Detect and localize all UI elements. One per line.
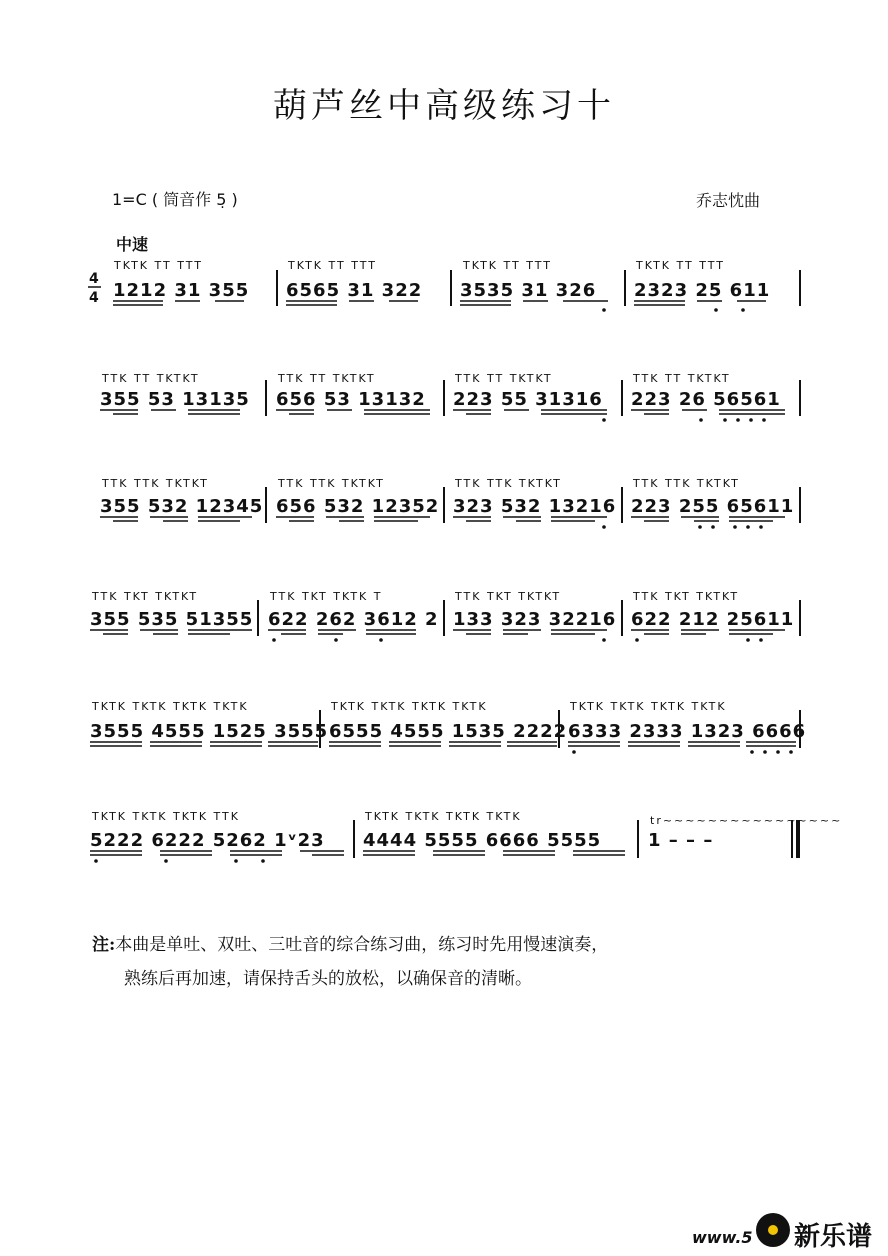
tonguing-marks: TTK TT TKTKT [278, 372, 376, 385]
note-group: 223 55 31316 [453, 389, 603, 410]
tonguing-marks: TKTK TKTK TKTK TTK [92, 810, 240, 823]
time-signature-bottom: 4 [89, 290, 99, 306]
note-line-1: 本曲是单吐、双吐、三吐音的综合练习曲，练习时先用慢速演奏， [115, 935, 609, 955]
tonguing-marks: TKTK TT TTT [463, 259, 553, 272]
time-signature-top: 4 [89, 271, 99, 287]
score-row [90, 700, 806, 754]
note-group: 355 53 13135 [100, 389, 250, 410]
note-group: 1 – – – [648, 830, 714, 851]
note-group: 3535 31 326 [460, 280, 597, 301]
note-group: 5222 6222 5262 1ᵛ23 [90, 830, 325, 851]
note-group: 622 212 25611 [631, 609, 795, 630]
note-group: 622 262 3612 2 [268, 609, 439, 630]
page-title: 葫芦丝中高级练习十 [273, 86, 615, 126]
note-group: 133 323 32216 [453, 609, 617, 630]
tonguing-marks: TTK TKT TKTKT [633, 590, 740, 603]
tonguing-marks: TTK TTK TKTKT [455, 477, 562, 490]
note-group: 3555 4555 1525 3555 [90, 721, 329, 742]
note-group: 656 532 12352 [276, 496, 440, 517]
watermark-name: 新乐谱 [794, 1222, 873, 1252]
note-label: 注: [92, 935, 116, 955]
score-row [90, 590, 800, 642]
tonguing-marks: TKTK TT TTT [636, 259, 726, 272]
note-line-2: 熟练后再加速，请保持舌头的放松，以确保音的清晰。 [124, 969, 532, 989]
tonguing-marks: TTK TT TKTKT [102, 372, 200, 385]
watermark-url: www.5 [692, 1228, 753, 1247]
performance-note [92, 928, 812, 996]
time-signature [88, 271, 101, 306]
score-row [100, 372, 800, 422]
score-row [113, 259, 800, 312]
tonguing-marks: TTK TT TKTKT [633, 372, 731, 385]
note-group: 355 535 51355 [90, 609, 254, 630]
trill-mark: tr~~~~~~~~~~~~~~~~ [650, 814, 843, 827]
score-row [90, 810, 842, 863]
tonguing-marks: TTK TTK TKTKT [278, 477, 385, 490]
tonguing-marks: TKTK TKTK TKTK TKTK [331, 700, 488, 713]
record-logo-icon [756, 1213, 790, 1247]
composer: 乔志忱曲 [696, 191, 761, 210]
tempo-marking: 中速 [116, 235, 149, 254]
tonguing-marks: TTK TKT TKTKT [455, 590, 562, 603]
key-signature: 1=C ( 筒音作 5̣ ) [112, 190, 238, 209]
note-group: 4444 5555 6666 5555 [363, 830, 602, 851]
tonguing-marks: TKTK TKTK TKTK TKTK [92, 700, 249, 713]
tonguing-marks: TKTK TT TTT [114, 259, 204, 272]
note-group: 223 255 65611 [631, 496, 795, 517]
tonguing-marks: TKTK TKTK TKTK TKTK [570, 700, 727, 713]
note-group: 2323 25 611 [634, 280, 771, 301]
tonguing-marks: TKTK TKTK TKTK TKTK [365, 810, 522, 823]
tonguing-marks: TTK TTK TKTKT [633, 477, 740, 490]
note-group: 6565 31 322 [286, 280, 423, 301]
note-group: 323 532 13216 [453, 496, 617, 517]
note-group: 6555 4555 1535 2222 [329, 721, 568, 742]
note-group: 1212 31 355 [113, 280, 250, 301]
note-group: 656 53 13132 [276, 389, 426, 410]
tonguing-marks: TTK TKT TKTK T [270, 590, 383, 603]
note-group: 223 26 56561 [631, 389, 781, 410]
note-group: 6333 2333 1323 6666 [568, 721, 807, 742]
tonguing-marks: TTK TT TKTKT [455, 372, 553, 385]
tonguing-marks: TKTK TT TTT [288, 259, 378, 272]
tonguing-marks: TTK TKT TKTKT [92, 590, 199, 603]
tonguing-marks: TTK TTK TKTKT [102, 477, 209, 490]
note-group: 355 532 12345 [100, 496, 264, 517]
score-row [100, 477, 800, 529]
